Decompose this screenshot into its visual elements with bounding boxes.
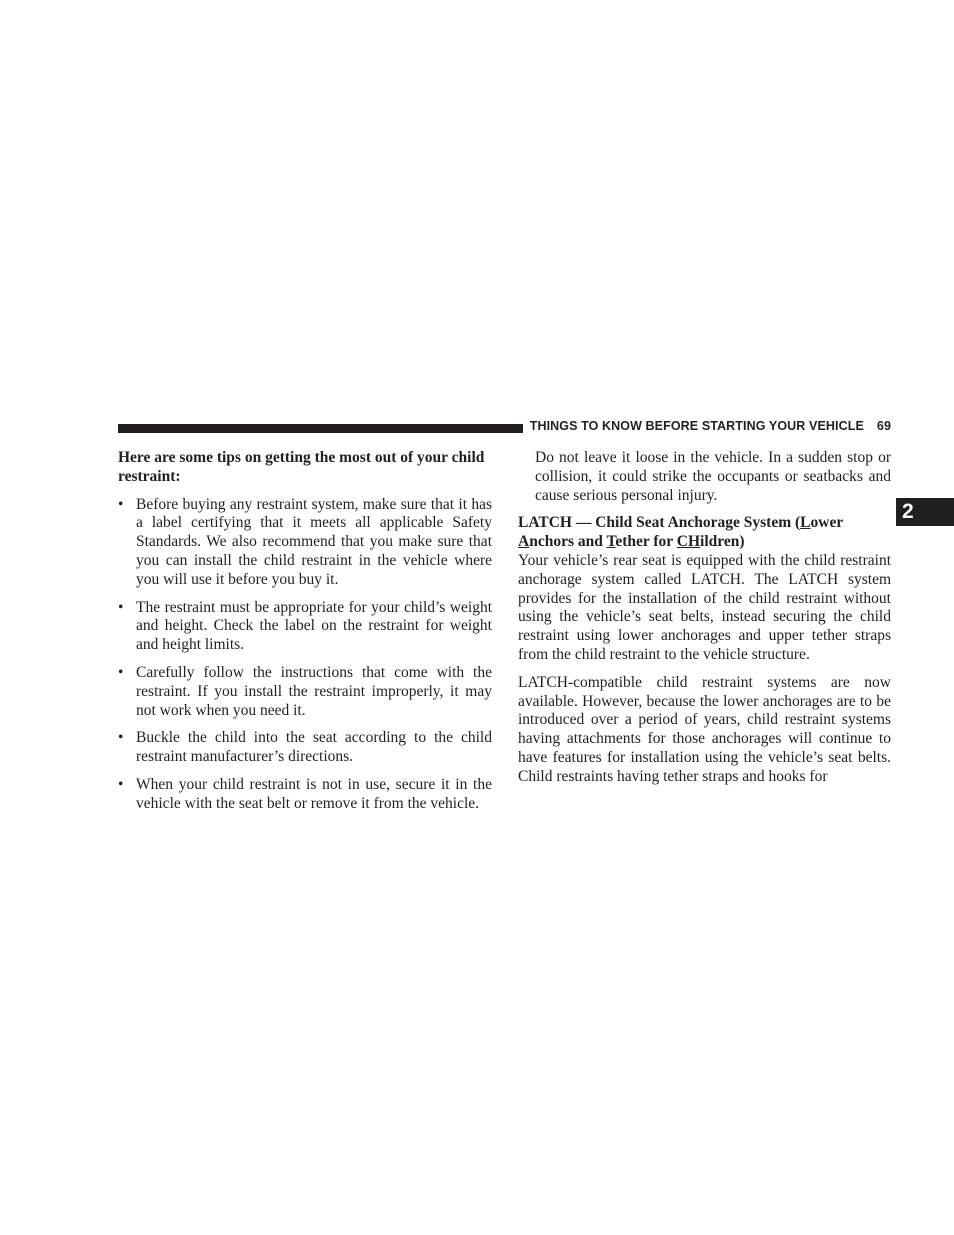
right-column (518, 449, 891, 787)
list-item (118, 729, 492, 767)
tips-intro: Here are some tips on getting the most out of your child restraint: (118, 449, 485, 485)
latch-paragraph-1: Your vehicle’s rear seat is equipped with the child restraint anchorage system called LATCH. The LATCH system provides for the installation of the child restraint without using the vehicle’s seat belts, instead securing the child restraint using lower anchorages and upper tether straps from the child restraint to the vehicle structure. (518, 551, 891, 663)
continued-text: Do not leave it loose in the vehicle. In a sudden stop or collision, it could strike the occupants or seatbacks and cause serious personal injury. (535, 449, 891, 504)
list-item (118, 599, 492, 655)
list-item (118, 776, 492, 814)
list-item-text: Carefully follow the instructions that come with the restraint. If you install the restraint improperly, it may not work when you need it. (136, 663, 492, 719)
list-item-text: Buckle the child into the seat according to the child restraint manufacturer’s directions. (136, 729, 492, 766)
header-rule (118, 424, 523, 433)
list-item (118, 496, 492, 590)
left-column (118, 449, 492, 823)
bullet-icon: • (118, 598, 124, 616)
bullet-icon: • (118, 775, 124, 793)
list-item-text: The restraint must be appropriate for your child’s weight and height. Check the label on the restraint for weight and height limits. (136, 598, 492, 654)
bullet-icon: • (118, 729, 124, 747)
header-title: THINGS TO KNOW BEFORE STARTING YOUR VEHICLE (529, 419, 864, 433)
chapter-tab: 2 (896, 498, 954, 526)
latch-paragraph-2: LATCH-compatible child restraint systems are now available. However, because the lower anchorages are to be introduced over a period of years, child restraint systems having attachments for those anchorages will continue to have features for installation using the vehicle’s seat belts. Child restraints having tether straps and hooks for (518, 673, 891, 785)
list-item (118, 664, 492, 720)
bullet-icon: • (118, 495, 124, 513)
list-item-text: Before buying any restraint system, make sure that it has a label certifying that it meets all applicable Safety Standards. We also recommend that you make sure that you can install the child restraint in the vehicle where you will use it before you buy it. (136, 495, 492, 588)
tips-list (118, 496, 492, 814)
list-item-text: When your child restraint is not in use, secure it in the vehicle with the seat belt or remove it from the vehicle. (136, 775, 492, 812)
bullet-icon: • (118, 663, 124, 681)
page-number: 69 (876, 419, 891, 433)
running-header (529, 419, 891, 433)
latch-heading: LATCH — Child Seat Anchorage System (Lower Anchors and Tether for CHildren) (518, 514, 843, 551)
